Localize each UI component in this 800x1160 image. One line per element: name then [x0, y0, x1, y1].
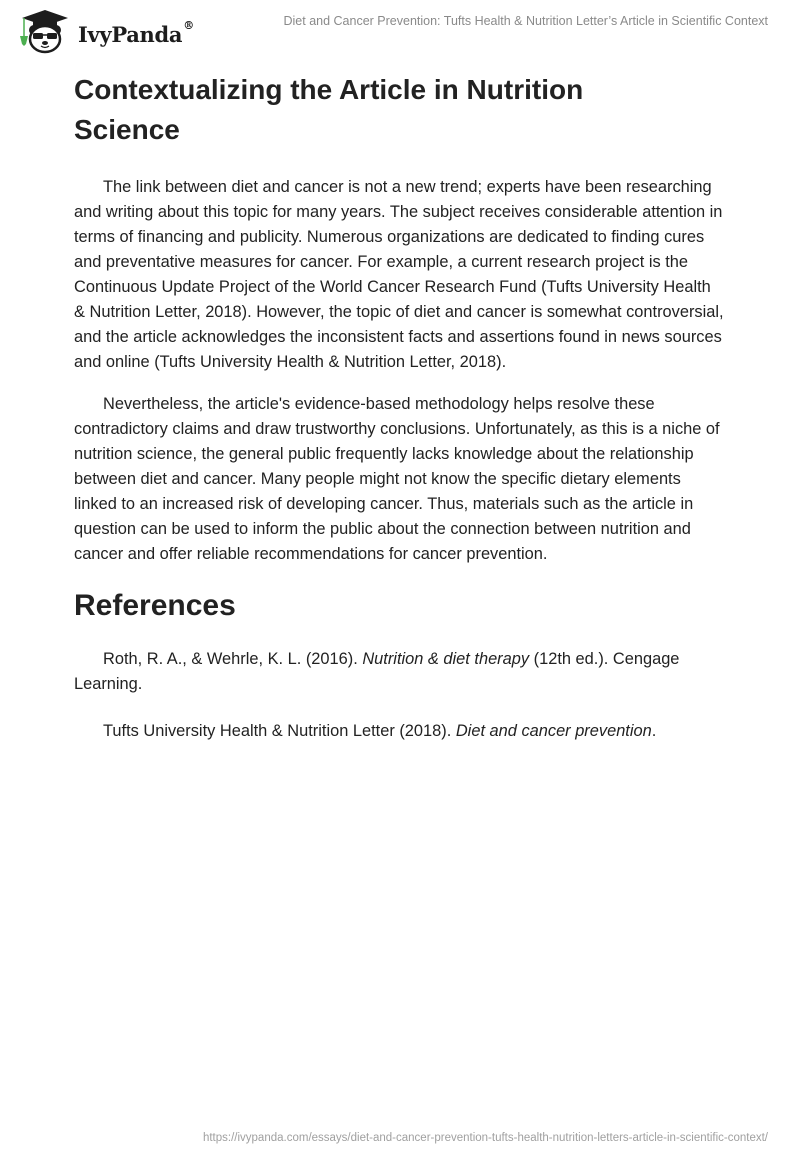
reference-publisher: (12th ed.). Cengage Learning. [74, 650, 680, 693]
article-content [74, 70, 726, 744]
document-title: Diet and Cancer Prevention: Tufts Health & Nutrition Letter’s Article in Scientific Context [283, 14, 768, 28]
page-header [0, 0, 800, 60]
logo-wordmark: IvyPanda® [78, 18, 194, 47]
reference-item-2 [74, 719, 726, 744]
reference-title: Nutrition & diet therapy [362, 650, 530, 668]
ivypanda-logo[interactable] [18, 8, 194, 54]
reference-title: Diet and cancer prevention [455, 722, 652, 740]
references-heading: References [74, 589, 236, 622]
source-url-link[interactable]: https://ivypanda.com/essays/diet-and-cancer-prevention-tufts-health-nutrition-letters-article-in-scientific-context/ [202, 1132, 768, 1144]
reference-authors: Tufts University Health & Nutrition Letter (2018). [103, 722, 456, 740]
reference-end: . [651, 722, 657, 740]
section-heading: Contextualizing the Article in Nutrition Science [74, 74, 584, 145]
paragraph-2: Nevertheless, the article's evidence-based methodology helps resolve these contradictory claims and draw trustworthy conclusions. Unfortunately, as this is a niche of nutrition science, the general public frequently lacks knowledge about the relationship between diet and cancer. Many people might not know the specific dietary elements linked to an increased risk of developing cancer. Thus, materials such as the article in question can be used to inform the public about the connection between nutrition and cancer and offer reliable recommendations for cancer prevention. [74, 395, 720, 563]
reference-authors: Roth, R. A., & Wehrle, K. L. (2016). [103, 650, 363, 668]
paragraph-1: The link between diet and cancer is not a new trend; experts have been researching and writing about this topic for many years. The subject receives considerable attention in terms of financing and publicity. Numerous organizations are dedicated to finding cures and preventative measures for cancer. For example, a current research project is the Continuous Update Project of the World Cancer Research Fund (Tufts University Health & Nutrition Letter, 2018). However, the topic of diet and cancer is somewhat controversial, and the article acknowledges the inconsistent facts and assertions found in news sources and online (Tufts University Health & Nutrition Letter, 2018). [74, 178, 724, 371]
panda-graduate-icon [18, 8, 72, 54]
reference-item-1 [74, 647, 726, 697]
